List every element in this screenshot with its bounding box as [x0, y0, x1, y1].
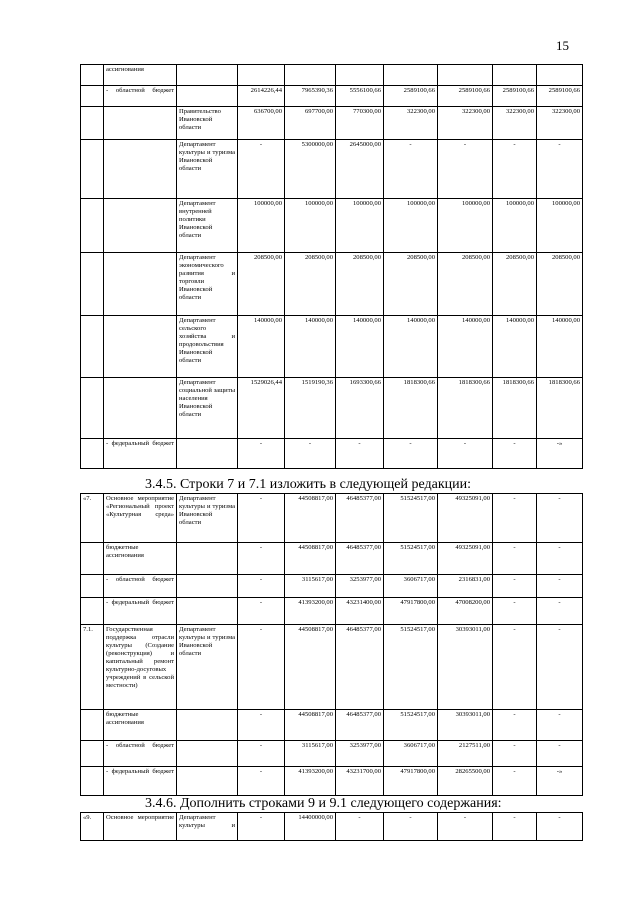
- table-cell: [177, 543, 238, 575]
- table-cell: 3253977,00: [336, 575, 384, 598]
- table-cell: 43231400,00: [336, 598, 384, 625]
- table-cell: 770300,00: [336, 107, 384, 140]
- table-cell: [104, 140, 177, 199]
- table-row: [81, 65, 583, 86]
- table-cell: [177, 767, 238, 796]
- table-cell: -: [384, 140, 438, 199]
- table-cell: -: [336, 813, 384, 841]
- table-cell: -: [384, 439, 438, 469]
- table-cell: [177, 439, 238, 469]
- section-heading-3-4-6: 3.4.6. Дополнить строками 9 и 9.1 следующего содержания:: [145, 796, 502, 811]
- table-cell: -: [238, 543, 285, 575]
- table-cell: [81, 378, 104, 439]
- table-cell: -: [493, 767, 537, 796]
- table-cell: 140000,00: [493, 316, 537, 378]
- table-cell: -: [285, 439, 336, 469]
- table-cell: -: [493, 710, 537, 741]
- budget-table-rows-7: [80, 493, 583, 796]
- table-cell: 697700,00: [285, 107, 336, 140]
- table-cell: 140000,00: [438, 316, 493, 378]
- table-cell: 51524517,00: [384, 543, 438, 575]
- table-cell: 322300,00: [537, 107, 583, 140]
- table-cell: -: [238, 741, 285, 767]
- table-cell: - областной бюджет: [104, 741, 177, 767]
- table-row: [81, 813, 583, 841]
- table-cell: 41393200,00: [285, 598, 336, 625]
- table-cell: -: [537, 543, 583, 575]
- table-cell: - федеральный бюджет: [104, 439, 177, 469]
- table-cell: «7.: [81, 494, 104, 543]
- table-cell: 1529026,44: [238, 378, 285, 439]
- table-cell: [177, 598, 238, 625]
- table-cell: 2589100,66: [493, 86, 537, 107]
- table-cell: 1693300,66: [336, 378, 384, 439]
- table-cell: Департамент культуры и туризма Ивановской области: [177, 140, 238, 199]
- table-cell: [104, 378, 177, 439]
- table-cell: 44508817,00: [285, 710, 336, 741]
- table-cell: 7965390,36: [285, 86, 336, 107]
- table-cell: 47008200,00: [438, 598, 493, 625]
- table-cell: -: [238, 494, 285, 543]
- table-cell: ассигнования: [104, 65, 177, 86]
- table-cell: 208500,00: [493, 253, 537, 316]
- table-cell: [81, 253, 104, 316]
- table-cell: [177, 575, 238, 598]
- table-cell: 2645000,00: [336, 140, 384, 199]
- table-cell: [104, 107, 177, 140]
- table-cell: 208500,00: [537, 253, 583, 316]
- table-cell: [493, 65, 537, 86]
- table-cell: 2589100,66: [537, 86, 583, 107]
- table-cell: [81, 767, 104, 796]
- table-cell: -: [238, 813, 285, 841]
- table-cell: [81, 439, 104, 469]
- table-cell: [81, 199, 104, 253]
- page-number: 15: [556, 38, 569, 53]
- table-cell: -»: [537, 767, 583, 796]
- table-cell: -: [537, 625, 583, 710]
- table-cell: 49325091,00: [438, 494, 493, 543]
- table-cell: [384, 65, 438, 86]
- table-cell: [104, 316, 177, 378]
- table-cell: Департамент социальной защиты населения Ивановской области: [177, 378, 238, 439]
- table-cell: 49325091,00: [438, 543, 493, 575]
- table-cell: Государственная поддержка отрасли культуры (Создание (реконструкция) и капитальный ремонт культурно-досуговых учреждений в сельской местности): [104, 625, 177, 710]
- table-cell: -: [493, 625, 537, 710]
- table-cell: -: [238, 767, 285, 796]
- table-cell: -: [438, 813, 493, 841]
- table-cell: 5300000,00: [285, 140, 336, 199]
- table-cell: 140000,00: [285, 316, 336, 378]
- table-cell: [177, 710, 238, 741]
- table-cell: 51524517,00: [384, 625, 438, 710]
- table-cell: 44508817,00: [285, 494, 336, 543]
- table-cell: [81, 86, 104, 107]
- table-cell: Департамент экономического развития и торговли Ивановской области: [177, 253, 238, 316]
- table-cell: 46485377,00: [336, 710, 384, 741]
- table-cell: 2589100,66: [384, 86, 438, 107]
- table-cell: 322300,00: [384, 107, 438, 140]
- table-cell: 2316831,00: [438, 575, 493, 598]
- table-row: [81, 543, 583, 575]
- table-cell: Правительство Ивановской области: [177, 107, 238, 140]
- table-cell: 2127511,00: [438, 741, 493, 767]
- table-cell: -: [537, 140, 583, 199]
- section-heading-3-4-5: 3.4.5. Строки 7 и 7.1 изложить в следующей редакции:: [145, 477, 471, 492]
- table-cell: Департамент сельского хозяйства и продовольствия Ивановской области: [177, 316, 238, 378]
- table-cell: [104, 253, 177, 316]
- table-cell: [81, 140, 104, 199]
- table-cell: 100000,00: [384, 199, 438, 253]
- table-row: [81, 575, 583, 598]
- table-cell: [177, 86, 238, 107]
- table-cell: 3606717,00: [384, 575, 438, 598]
- table-cell: [81, 575, 104, 598]
- table-cell: 47917800,00: [384, 598, 438, 625]
- table-cell: 140000,00: [537, 316, 583, 378]
- table-cell: [537, 65, 583, 86]
- table-cell: -: [537, 741, 583, 767]
- table-cell: 3115617,00: [285, 741, 336, 767]
- table-cell: бюджетные ассигнования: [104, 710, 177, 741]
- table-row: [81, 494, 583, 543]
- table-cell: 2589100,66: [438, 86, 493, 107]
- table-cell: 44508817,00: [285, 543, 336, 575]
- table-row: [81, 625, 583, 710]
- table-cell: 43231700,00: [336, 767, 384, 796]
- table-cell: 5556100,66: [336, 86, 384, 107]
- table-cell: -: [537, 710, 583, 741]
- table-cell: [81, 316, 104, 378]
- table-cell: 30393011,00: [438, 625, 493, 710]
- table-cell: 44508817,00: [285, 625, 336, 710]
- table-cell: 100000,00: [336, 199, 384, 253]
- table-cell: [81, 598, 104, 625]
- table-cell: 140000,00: [238, 316, 285, 378]
- table-cell: -: [493, 494, 537, 543]
- table-cell: -: [493, 439, 537, 469]
- table-cell: [81, 741, 104, 767]
- table-cell: 100000,00: [438, 199, 493, 253]
- table-cell: -: [238, 625, 285, 710]
- table-cell: 51524517,00: [384, 710, 438, 741]
- table-cell: «9.: [81, 813, 104, 841]
- table-cell: 51524517,00: [384, 494, 438, 543]
- table-cell: бюджетные ассигнования: [104, 543, 177, 575]
- table-cell: -: [493, 140, 537, 199]
- table-cell: [81, 65, 104, 86]
- table-row: [81, 767, 583, 796]
- table-cell: 208500,00: [384, 253, 438, 316]
- table-cell: -: [336, 439, 384, 469]
- table-row: [81, 140, 583, 199]
- budget-table-continuation: [80, 64, 583, 469]
- table-row: [81, 439, 583, 469]
- table-cell: [81, 107, 104, 140]
- table-cell: 100000,00: [493, 199, 537, 253]
- table-cell: 208500,00: [285, 253, 336, 316]
- table-cell: 1818300,66: [384, 378, 438, 439]
- table-cell: 100000,00: [537, 199, 583, 253]
- table-cell: -: [493, 543, 537, 575]
- table-cell: -»: [537, 439, 583, 469]
- table-row: [81, 107, 583, 140]
- table-cell: 46485377,00: [336, 625, 384, 710]
- table-cell: [336, 65, 384, 86]
- table-row: [81, 710, 583, 741]
- table-cell: -: [537, 598, 583, 625]
- table-cell: 208500,00: [336, 253, 384, 316]
- table-cell: [177, 741, 238, 767]
- table-row: [81, 199, 583, 253]
- table-cell: 140000,00: [336, 316, 384, 378]
- table-cell: -: [238, 575, 285, 598]
- table-cell: [81, 710, 104, 741]
- table-cell: 3606717,00: [384, 741, 438, 767]
- table-cell: 28265500,00: [438, 767, 493, 796]
- table-cell: Департамент культуры и туризма Ивановской области: [177, 625, 238, 710]
- budget-table-rows-9: [80, 812, 583, 841]
- table-cell: 100000,00: [285, 199, 336, 253]
- table-cell: Департамент культуры и туризма Ивановской области: [177, 494, 238, 543]
- table-cell: [177, 65, 238, 86]
- table-cell: -: [438, 439, 493, 469]
- table-cell: Основное мероприятие: [104, 813, 177, 841]
- table-cell: Основное мероприятие «Региональный проект «Культурная среда»: [104, 494, 177, 543]
- table-cell: 46485377,00: [336, 494, 384, 543]
- table-cell: 3115617,00: [285, 575, 336, 598]
- table-row: [81, 316, 583, 378]
- table-cell: 1519190,36: [285, 378, 336, 439]
- table-row: [81, 86, 583, 107]
- table-cell: -: [238, 140, 285, 199]
- table-cell: [104, 199, 177, 253]
- table-cell: -: [493, 575, 537, 598]
- table-cell: 14400000,00: [285, 813, 336, 841]
- table-cell: - федеральный бюджет: [104, 598, 177, 625]
- table-cell: 322300,00: [493, 107, 537, 140]
- table-cell: -: [238, 710, 285, 741]
- table-cell: [438, 65, 493, 86]
- table-row: [81, 598, 583, 625]
- table-cell: [285, 65, 336, 86]
- table-cell: [81, 543, 104, 575]
- table-cell: [238, 65, 285, 86]
- table-cell: 1818300,66: [537, 378, 583, 439]
- table-cell: 41393200,00: [285, 767, 336, 796]
- table-cell: -: [238, 598, 285, 625]
- table-cell: Департамент внутренней политики Ивановской области: [177, 199, 238, 253]
- table-cell: 46485377,00: [336, 543, 384, 575]
- table-cell: 47917800,00: [384, 767, 438, 796]
- table-cell: 7.1.: [81, 625, 104, 710]
- table-cell: 1818300,66: [493, 378, 537, 439]
- table-cell: -: [238, 439, 285, 469]
- table-row: [81, 253, 583, 316]
- table-cell: 208500,00: [438, 253, 493, 316]
- table-cell: Департамент культуры и: [177, 813, 238, 841]
- table-cell: -: [438, 140, 493, 199]
- table-cell: 140000,00: [384, 316, 438, 378]
- table-row: [81, 741, 583, 767]
- table-cell: 1818300,66: [438, 378, 493, 439]
- table-cell: -: [537, 494, 583, 543]
- table-cell: - областной бюджет: [104, 86, 177, 107]
- table-cell: -: [537, 813, 583, 841]
- table-cell: 100000,00: [238, 199, 285, 253]
- table-cell: 30393011,00: [438, 710, 493, 741]
- table-cell: 322300,00: [438, 107, 493, 140]
- table-cell: 3253977,00: [336, 741, 384, 767]
- table-cell: 208500,00: [238, 253, 285, 316]
- table-cell: -: [493, 741, 537, 767]
- table-cell: -: [537, 575, 583, 598]
- table-cell: -: [493, 598, 537, 625]
- table-cell: 2614226,44: [238, 86, 285, 107]
- table-row: [81, 378, 583, 439]
- table-cell: - областной бюджет: [104, 575, 177, 598]
- table-cell: - федеральный бюджет: [104, 767, 177, 796]
- table-cell: -: [384, 813, 438, 841]
- table-cell: -: [493, 813, 537, 841]
- table-cell: 636700,00: [238, 107, 285, 140]
